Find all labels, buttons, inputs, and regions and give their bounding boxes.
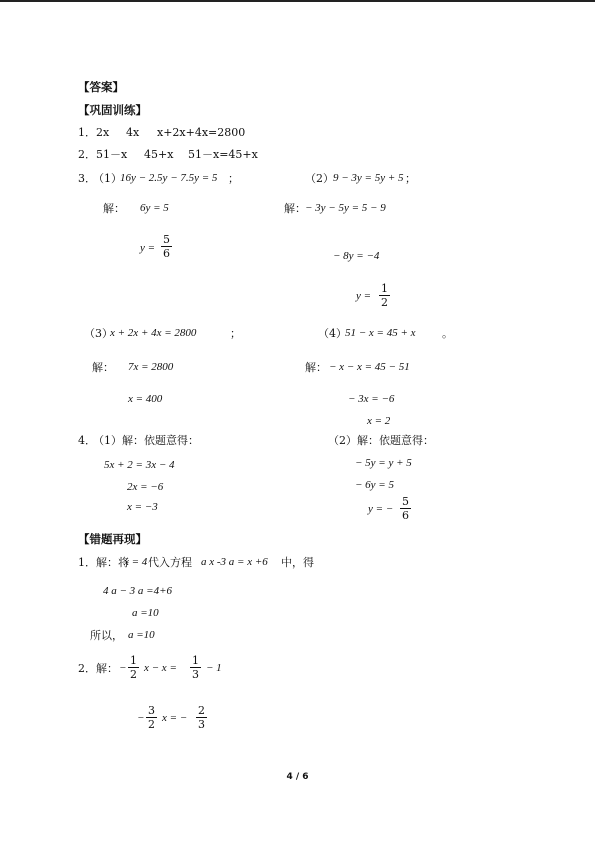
m2-line1-minus: − xyxy=(119,662,127,674)
q2-number: 2． xyxy=(78,148,96,161)
q3-part3-equation: x + 2x + 4x = 2800 xyxy=(110,327,197,339)
q1-answer-c: x+2x+4x=2800 xyxy=(157,126,246,139)
q3-part1-label: （1） xyxy=(93,172,122,185)
m2-line1-fraction1 xyxy=(128,654,139,681)
q2-answer-a: 51－x xyxy=(96,148,128,161)
q3-part3-step2: x = 400 xyxy=(128,393,163,405)
q3-part3-semicolon: ； xyxy=(230,327,241,340)
q4-part1-step1: 5x + 2 = 3x − 4 xyxy=(104,459,175,471)
m1-step2: a =10 xyxy=(132,607,159,619)
fraction-numerator: 5 xyxy=(402,495,409,508)
q3-part4-period: 。 xyxy=(442,327,453,340)
q4-part1-step3: x = −3 xyxy=(127,501,158,513)
fraction-numerator: 1 xyxy=(130,654,137,667)
m1-text-a: 解：将 xyxy=(96,556,129,569)
m2-line2-middle: x = − xyxy=(162,712,188,724)
q3-part1-solution-label: 解： xyxy=(103,202,125,215)
mistakes-heading: 【错题再现】 xyxy=(78,532,147,546)
m1-conclusion: a =10 xyxy=(128,629,155,641)
fraction-numerator: 1 xyxy=(381,282,388,295)
m2-line2-fraction1 xyxy=(146,704,157,731)
m2-solution-label: 解： xyxy=(96,662,118,675)
q4-part2-step1: − 5y = y + 5 xyxy=(355,457,412,469)
page-number: 4 / 6 xyxy=(286,772,309,782)
q4-part2-step3-lhs: y = − xyxy=(368,503,394,515)
q3-part2-step2: − 8y = −4 xyxy=(333,250,380,262)
fraction-denominator: 3 xyxy=(198,718,205,731)
q4-part2-step3-fraction xyxy=(400,495,411,522)
q3-number: 3． xyxy=(78,172,96,185)
m2-number: 2． xyxy=(78,662,96,675)
fraction-denominator: 2 xyxy=(130,668,137,681)
q3-part2-step1: − 3y − 5y = 5 − 9 xyxy=(305,202,386,214)
q3-part4-step3: x = 2 xyxy=(367,415,391,427)
q1-number: 1． xyxy=(78,126,96,139)
fraction-denominator: 2 xyxy=(381,296,388,309)
m1-text-b: 代入方程 xyxy=(148,556,192,569)
q3-part2-step3-lhs: y = xyxy=(356,290,372,302)
q3-part3-solution-label: 解： xyxy=(92,361,114,374)
m1-text-c: 中，得 xyxy=(281,556,314,569)
q4-part1-step2: 2x = −6 xyxy=(127,481,164,493)
q3-part2-semicolon: ； xyxy=(405,172,416,185)
m2-line1-middle: x − x = xyxy=(144,662,177,674)
q3-part1-step2-lhs: y = xyxy=(140,242,156,254)
fraction-denominator: 6 xyxy=(402,509,409,522)
fraction-numerator: 3 xyxy=(148,704,155,717)
m1-substitution: x = 4 xyxy=(124,556,148,568)
q3-part1-step1: 6y = 5 xyxy=(140,202,169,214)
answer-heading: 【答案】 xyxy=(78,80,124,94)
m1-number: 1． xyxy=(78,556,96,569)
header-rule xyxy=(0,0,595,2)
q3-part1-semicolon: ； xyxy=(228,172,239,185)
q4-part2-label: （2）解：依题意得： xyxy=(328,434,434,447)
q4-part1-label: （1）解：依题意得： xyxy=(93,434,199,447)
q3-part1-equation: 16y − 2.5y − 7.5y = 5 xyxy=(120,172,218,184)
q2-answer-c: 51－x=45+x xyxy=(188,148,258,161)
q3-part4-label: （4） xyxy=(318,327,347,340)
m2-line1-end: − 1 xyxy=(206,662,222,674)
m2-line2-fraction2 xyxy=(196,704,207,731)
m1-conclusion-label: 所以， xyxy=(90,629,123,642)
q3-part4-solution-label: 解： xyxy=(305,361,327,374)
q1-answer-b: 4x xyxy=(126,126,140,139)
m1-equation: a x -3 a = x +6 xyxy=(201,556,268,568)
q4-number: 4． xyxy=(78,434,96,447)
fraction-numerator: 1 xyxy=(192,654,199,667)
q2-answer-b: 45+x xyxy=(144,148,174,161)
q3-part3-label: （3） xyxy=(84,327,113,340)
q1-answer-a: 2x xyxy=(96,126,110,139)
fraction-denominator: 2 xyxy=(148,718,155,731)
m2-line2-minus: − xyxy=(137,712,145,724)
q3-part1-step2-fraction xyxy=(161,233,172,260)
fraction-numerator: 5 xyxy=(163,233,170,246)
fraction-numerator: 2 xyxy=(198,704,205,717)
fraction-denominator: 3 xyxy=(192,668,199,681)
q3-part2-solution-label: 解： xyxy=(284,202,306,215)
m1-step1: 4 a − 3 a =4+6 xyxy=(103,585,173,597)
m2-line1-fraction2 xyxy=(190,654,201,681)
q3-part2-step3-fraction xyxy=(379,282,390,309)
practice-heading: 【巩固训练】 xyxy=(78,103,147,117)
q3-part2-equation: 9 − 3y = 5y + 5 xyxy=(333,172,404,184)
q3-part2-label: （2） xyxy=(305,172,334,185)
q3-part4-step2: − 3x = −6 xyxy=(348,393,395,405)
q3-part4-equation: 51 − x = 45 + x xyxy=(345,327,416,339)
q4-part2-step2: − 6y = 5 xyxy=(355,479,394,491)
q3-part3-step1: 7x = 2800 xyxy=(128,361,174,373)
fraction-denominator: 6 xyxy=(163,247,170,260)
q3-part4-step1: − x − x = 45 − 51 xyxy=(329,361,410,373)
